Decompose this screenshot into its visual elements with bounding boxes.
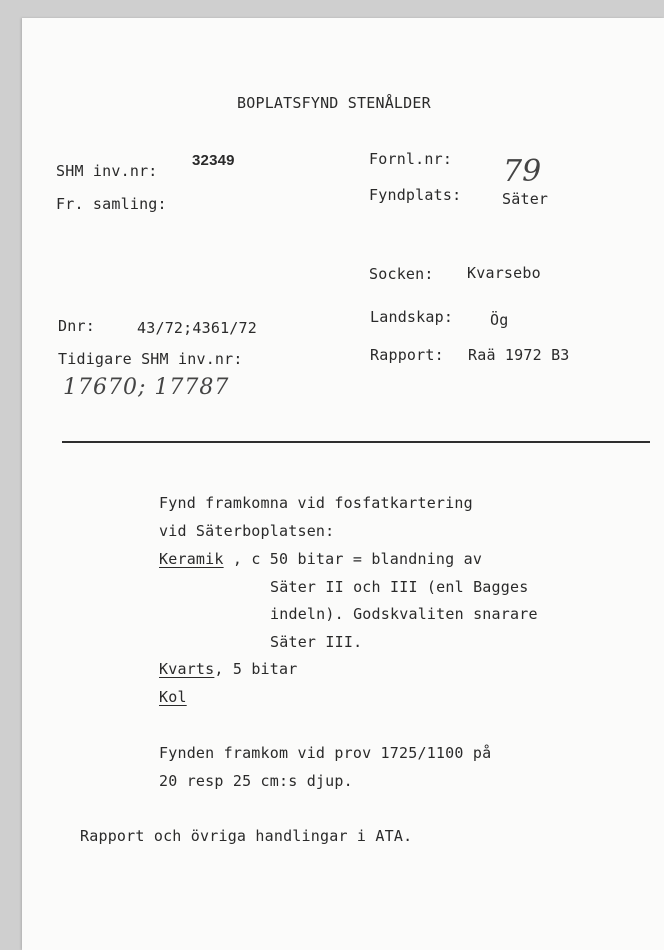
socken-label: Socken: bbox=[369, 265, 434, 283]
card-title: BOPLATSFYND STENÅLDER bbox=[237, 94, 431, 112]
fornl-label: Fornl.nr: bbox=[369, 150, 453, 168]
shm-inv-label: SHM inv.nr: bbox=[56, 162, 158, 180]
keramik-text-3: indeln). Godskvaliten snarare bbox=[270, 605, 538, 623]
fynden-line-2: 20 resp 25 cm:s djup. bbox=[159, 772, 353, 790]
rapport-label: Rapport: bbox=[370, 346, 444, 364]
kol-row bbox=[159, 688, 187, 706]
kvarts-row bbox=[159, 660, 297, 678]
kol-label: Kol bbox=[159, 688, 187, 706]
rapport-ata-line: Rapport och övriga handlingar i ATA. bbox=[80, 827, 413, 845]
landskap-label: Landskap: bbox=[370, 308, 454, 326]
tidigare-shm-handwritten: 17670; 17787 bbox=[63, 375, 230, 400]
socken-value: Kvarsebo bbox=[467, 264, 541, 282]
kvarts-label: Kvarts bbox=[159, 660, 215, 678]
fyndplats-label: Fyndplats: bbox=[369, 186, 462, 204]
fr-samling-label: Fr. samling: bbox=[56, 195, 167, 213]
dnr-label: Dnr: bbox=[58, 317, 95, 335]
body-line-2: vid Säterboplatsen: bbox=[159, 522, 335, 540]
keramik-row bbox=[159, 550, 482, 568]
keramik-text-4: Säter III. bbox=[270, 633, 363, 651]
tidigare-shm-label: Tidigare SHM inv.nr: bbox=[58, 350, 243, 368]
body-line-1: Fynd framkomna vid fosfatkartering bbox=[159, 494, 473, 512]
keramik-text-1: , c 50 bitar = blandning av bbox=[223, 550, 483, 568]
divider-line bbox=[62, 441, 650, 443]
kvarts-text: , 5 bitar bbox=[214, 660, 298, 678]
keramik-text-2: Säter II och III (enl Bagges bbox=[270, 578, 529, 596]
dnr-value: 43/72;4361/72 bbox=[137, 319, 257, 337]
rapport-value: Raä 1972 B3 bbox=[468, 346, 570, 364]
fynden-line-1: Fynden framkom vid prov 1725/1100 på bbox=[159, 744, 492, 762]
catalog-card bbox=[22, 18, 664, 950]
fyndplats-value: Säter bbox=[502, 190, 549, 208]
shm-inv-value: 32349 bbox=[192, 152, 235, 169]
fornl-handwritten: 79 bbox=[503, 154, 542, 189]
landskap-value: Ög bbox=[490, 311, 509, 329]
keramik-label: Keramik bbox=[159, 550, 224, 568]
